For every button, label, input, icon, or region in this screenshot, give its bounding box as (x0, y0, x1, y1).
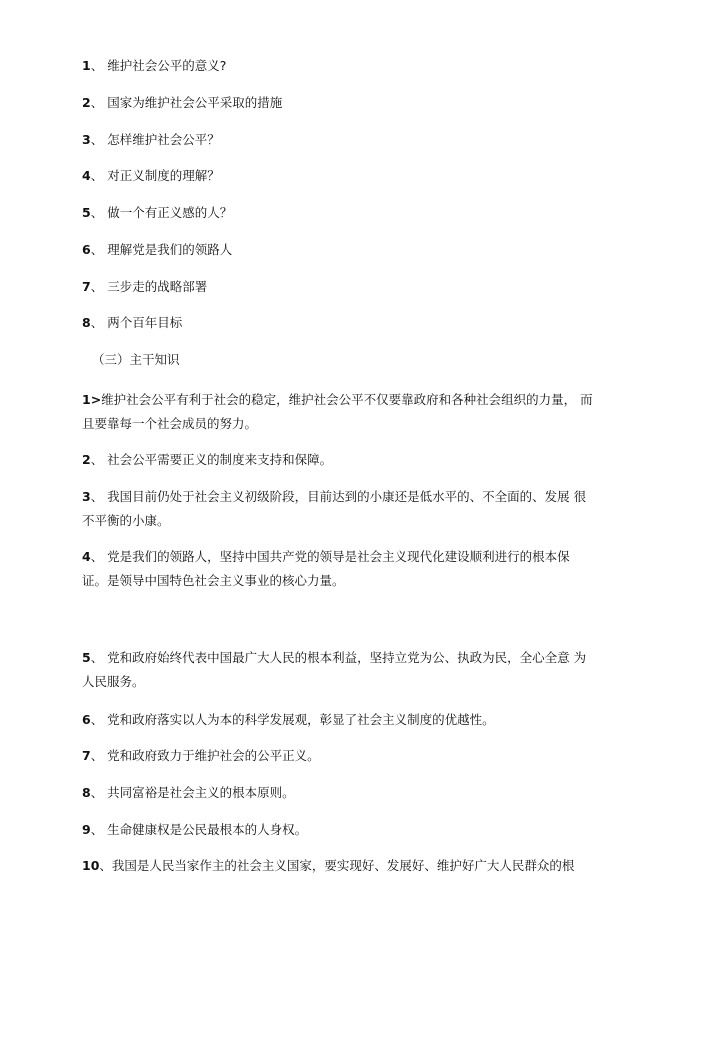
item-number: 7 (82, 279, 91, 294)
question-item: 7、 三步走的战略部署 (82, 279, 208, 294)
item-text: 国家为维护社会公平采取的措施 (107, 95, 283, 110)
item-text: 维护社会公平的意义? (107, 58, 227, 73)
item-number: 3 (82, 132, 91, 147)
item-number: 1 (82, 58, 91, 73)
knowledge-paragraph: 8、 共同富裕是社会主义的根本原则。 (82, 785, 295, 800)
item-number: 1> (82, 392, 102, 407)
knowledge-paragraph: 7、 党和政府致力于维护社会的公平正义。 (82, 748, 320, 763)
section-heading: （三）主干知识 (92, 352, 180, 367)
item-text: 三步走的战略部署 (107, 279, 208, 294)
knowledge-paragraph: 10、我国是人民当家作主的社会主义国家，要实现好、发展好、维护好广大人民群众的根 (82, 858, 575, 873)
item-text: 两个百年目标 (107, 315, 183, 330)
item-text: 怎样维护社会公平？ (107, 132, 220, 147)
item-text: 理解党是我们的领路人 (107, 242, 233, 257)
question-item: 6、 理解党是我们的领路人 (82, 242, 233, 257)
question-item: 8、 两个百年目标 (82, 315, 183, 330)
item-number: 7 (82, 748, 91, 763)
item-number: 5 (82, 650, 91, 665)
knowledge-paragraph: 4、 党是我们的领路人，坚持中国共产党的领导是社会主义现代化建设顺利进行的根本保 证。是领导中国特色社会主义事业的核心力量。 (82, 549, 570, 588)
item-number: 5 (82, 205, 91, 220)
item-number: 2 (82, 95, 91, 110)
item-text: 做一个有正义感的人？ (107, 205, 233, 220)
question-item: 1、 维护社会公平的意义? (82, 58, 227, 73)
item-number: 6 (82, 712, 91, 727)
item-number: 8 (82, 785, 91, 800)
knowledge-paragraph: 5、 党和政府始终代表中国最广大人民的根本利益，坚持立党为公、执政为民，全心全意 为 人民服务。 (82, 650, 587, 689)
knowledge-paragraph: 9、 生命健康权是公民最根本的人身权。 (82, 822, 308, 837)
question-item: 2、 国家为维护社会公平采取的措施 (82, 95, 283, 110)
knowledge-paragraph: 2、 社会公平需要正义的制度来支持和保障。 (82, 452, 333, 467)
item-number: 4 (82, 168, 91, 183)
item-number: 2 (82, 452, 91, 467)
knowledge-paragraph: 6、 党和政府落实以人为本的科学发展观，彰显了社会主义制度的优越性。 (82, 712, 495, 727)
item-number: 4 (82, 549, 91, 564)
question-item: 3、 怎样维护社会公平？ (82, 132, 220, 147)
knowledge-paragraph: 3、 我国目前仍处于社会主义初级阶段，目前达到的小康还是低水平的、不全面的、发展 很 不平衡的小康。 (82, 489, 587, 528)
question-item: 4、 对正义制度的理解？ (82, 168, 220, 183)
knowledge-paragraph: 1>维护社会公平有利于社会的稳定，维护社会公平不仅要靠政府和各种社会组织的力量， 而 且要靠每一个社会成员的努力。 (82, 392, 593, 431)
item-number: 3 (82, 489, 91, 504)
item-number: 9 (82, 822, 91, 837)
item-number: 10 (82, 858, 100, 873)
item-number: 8 (82, 315, 91, 330)
item-text: 对正义制度的理解？ (107, 168, 220, 183)
question-item: 5、 做一个有正义感的人？ (82, 205, 233, 220)
item-number: 6 (82, 242, 91, 257)
